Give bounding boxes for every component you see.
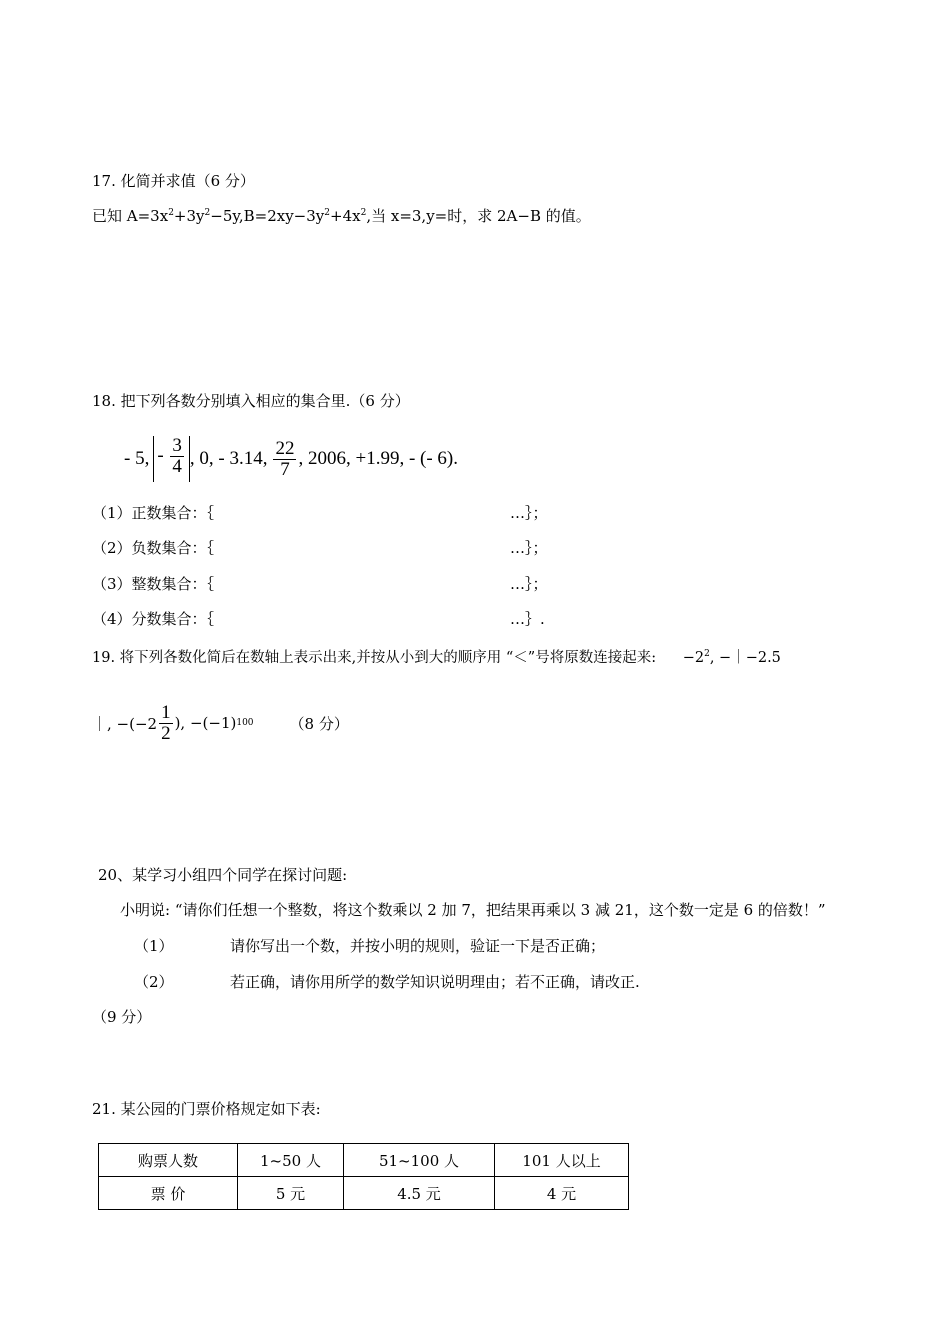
table-row — [99, 1144, 629, 1177]
q18-abs-fraction — [170, 436, 184, 477]
q18-set-integer-end: …｝； — [510, 575, 548, 593]
q19-expr-1-sup: 2 — [704, 649, 710, 660]
q19-line-2: ｜, −(−2 $\frac{1}{2}$ ), −(−1) 100 （8 分） — [92, 701, 349, 744]
q17-sup-1: 2 — [168, 208, 174, 218]
q17-text-d: +4x — [330, 207, 361, 225]
table-row-label: 票 价 — [99, 1177, 238, 1210]
q18-abs-denominator: 4 — [172, 455, 182, 477]
q18-number-2: , 0, - 3.14, — [189, 448, 268, 469]
q17-text-b: +3y — [173, 207, 205, 225]
table-header-cell: 购票人数 — [99, 1144, 238, 1177]
q17-sup-2: 2 — [204, 208, 211, 218]
q20-item-1-text: 请你写出一个数，并按小明的规则，验证一下是否正确； — [230, 937, 606, 955]
q18-title: 18. 把下列各数分别填入相应的集合里.（6 分） — [92, 392, 410, 410]
q17-sup-3: 2 — [324, 208, 331, 218]
table-cell: 4 元 — [495, 1177, 629, 1210]
q18-set-fraction-end: …｝. — [510, 610, 545, 628]
q20-item-2-text: 若正确，请你用所学的数学知识说明理由；若不正确，请改正. — [230, 973, 640, 991]
q17-text-a: 已知 A=3x — [92, 207, 169, 225]
table-header-cell: 101 人以上 — [495, 1144, 629, 1177]
q21-title: 21. 某公园的门票价格规定如下表: — [92, 1100, 321, 1118]
q19-frac-denominator: 2 — [161, 722, 171, 744]
q20-item-1-number: （1） — [134, 937, 174, 955]
q18-absolute-value — [153, 436, 190, 482]
q18-frac-denominator: 7 — [280, 458, 290, 480]
q20-item-2-number: （2） — [134, 973, 174, 991]
q19-expr-1: −2 — [682, 650, 705, 666]
q18-set-positive-end: …｝； — [510, 504, 548, 522]
q19-expr-4: ), −(−1) — [174, 714, 237, 732]
q18-set-negative-label: （2）负数集合：｛ — [92, 539, 215, 557]
table-cell: 4.5 元 — [344, 1177, 495, 1210]
q19-frac-numerator: 1 — [161, 701, 171, 723]
q20-score: （9 分） — [92, 1008, 152, 1026]
q18-set-fraction-label: （4）分数集合：｛ — [92, 610, 215, 628]
ticket-price-table — [98, 1143, 629, 1210]
table-header-cell: 51~100 人 — [344, 1144, 495, 1177]
q19-expr-2: , −｜−2.5 — [709, 650, 781, 666]
q18-set-integer-label: （3）整数集合：｛ — [92, 575, 215, 593]
q17-statement — [92, 205, 591, 226]
q18-set-negative-end: …｝； — [510, 539, 548, 557]
q20-quote: 小明说: “请你们任想一个整数，将这个数乘以 2 加 7，把结果再乘以 3 减 21，这个数一定是 6 的倍数！” — [120, 901, 826, 919]
q17-sup-4: 2 — [360, 208, 367, 218]
q18-fraction-22-7 — [273, 439, 296, 480]
q18-number-3: , 2006, +1.99, - (- 6). — [298, 448, 459, 469]
q18-number-1: - 5, — [124, 448, 150, 469]
q19-expr-3: ｜, −(−2 — [92, 714, 158, 733]
q18-set-positive-label: （1）正数集合：｛ — [92, 504, 215, 522]
table-cell: 5 元 — [238, 1177, 344, 1210]
table-header-cell: 1~50 人 — [238, 1144, 344, 1177]
q19-score: （8 分） — [289, 714, 349, 733]
q19-instruction: 19. 将下列各数化简后在数轴上表示出来,并按从小到大的顺序用 “＜”号将原数连接起来: — [92, 650, 657, 666]
q19-line-1 — [92, 646, 781, 667]
q18-number-list — [124, 432, 458, 486]
q17-title: 17. 化简并求值（6 分） — [92, 172, 255, 190]
q17-text-c: −5y,B=2xy−3y — [210, 207, 325, 225]
table-row — [99, 1177, 629, 1210]
q20-title: 20、某学习小组四个同学在探讨问题: — [98, 866, 348, 884]
q19-fraction — [159, 703, 173, 744]
q18-abs-numerator: 3 — [172, 435, 182, 456]
q18-frac-numerator: 22 — [275, 437, 295, 459]
q17-text-e: ,当 x=3,y=时，求 2A−B 的值。 — [366, 207, 591, 225]
q18-abs-sign: - — [157, 444, 164, 466]
